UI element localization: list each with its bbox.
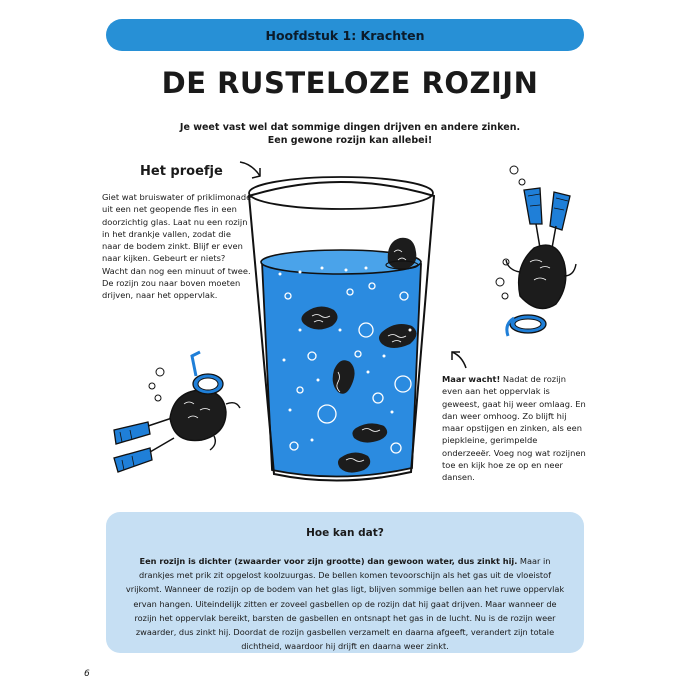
- explanation-box: [106, 512, 584, 653]
- chapter-banner: [106, 19, 584, 51]
- wait-paragraph: [442, 373, 588, 484]
- chapter-label: Hoofdstuk 1: Krachten: [265, 27, 425, 43]
- experiment-text: Giet wat bruiswater of priklimonade uit een net geopende fles in een doorzichtig glas. Laat nu een rozijn in het drankje vallen, zodat die naar de bodem zinkt. Blijf er even naar kijken. Gebeurt er niets? Wacht dan nog een minuut of twee. De rozijn zou naar boven moeten drijven, naar het oppervlak.: [102, 192, 252, 301]
- intro-line-2: Een gewone rozijn kan allebei!: [267, 135, 433, 146]
- glass-illustration: [249, 177, 434, 481]
- intro-line-1: Je weet vast wel dat sommige dingen drijven en andere zinken.: [179, 122, 521, 133]
- page-number: 6: [84, 669, 90, 679]
- experiment-heading: Het proefje: [140, 164, 223, 179]
- arrow-icon: [452, 352, 466, 368]
- explanation-text: Maar in drankjes met prik zit opgelost koolzuurgas. De bellen komen tevoorschijn als het gas uit de vloeistof vrijkomt. Wanneer de rozijn op de bodem van het glas ligt, blijven sommige bellen aan het ruwe oppervlak ervan hangen. Uiteindelijk zitten er zoveel gasbellen op de rozijn dat hij gaat drijven. Maar wanneer de rozijn het oppervlak bereikt, barsten de gasbellen en ontsnapt het gas in de lucht. Nu is de rozijn weer zwaarder, dus zinkt hij. Doordat de rozijn gasbellen verzamelt en daarna afgeeft, verandert zijn totale dichtheid, waardoor hij drijft en daarna weer zinkt.: [125, 556, 565, 652]
- explanation-lead: Een rozijn is dichter (zwaarder voor zijn grootte) dan gewoon water, dus zinkt hij.: [139, 556, 518, 566]
- page-title: DE RUSTELOZE ROZIJN: [161, 66, 539, 100]
- explanation-heading: Hoe kan dat?: [306, 527, 384, 539]
- intro-text: [170, 121, 530, 147]
- diver-raisin-left: [114, 352, 240, 472]
- wait-text: Nadat de rozijn even aan het oppervlak is geweest, gaat hij weer omlaag. En dan weer omhoog. Zo blijft hij maar opstijgen en zinken, als een piepkleine, gerimpelde onderzeeër. Voeg nog wat rozijnen toe en kijk hoe ze op en neer dansen.: [442, 374, 586, 483]
- diver-raisin-top-right: [496, 166, 576, 336]
- wait-lead: Maar wacht!: [442, 374, 501, 384]
- explanation-body: [124, 554, 566, 653]
- surface-raisin: [386, 238, 418, 269]
- arrow-icon: [240, 162, 260, 178]
